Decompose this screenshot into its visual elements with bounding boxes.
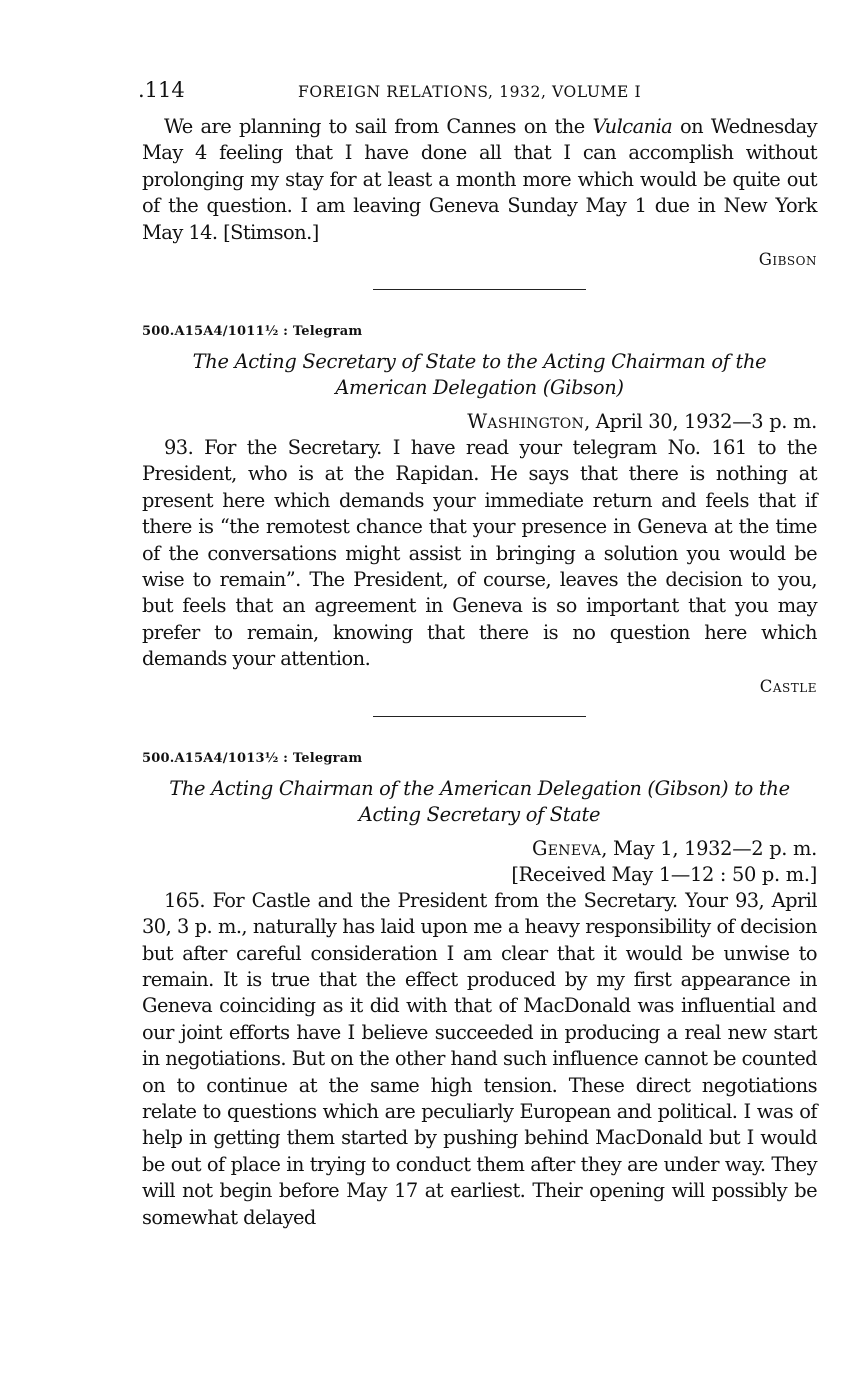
section1-text-a: We are planning to sail from Cannes on the (164, 115, 593, 138)
dateline-date: , April 30, 1932—3 p. m. (584, 410, 817, 434)
document-title: The Acting Secretary of State to the Acting Chairman of the American Delegation (Gibson) (192, 350, 767, 400)
signature-castle: Castle (759, 676, 817, 696)
section-divider (373, 289, 586, 290)
page-number: .114 (138, 78, 185, 102)
ship-name: Vulcania (592, 115, 673, 138)
received-line: [Received May 1—12 : 50 p. m.] (511, 862, 817, 886)
telegram-body: 165. For Castle and the President from the Secretary. Your 93, April 30, 3 p. m., naturally has laid upon me a heavy responsibility of decision but after careful consideration I am clear that it would be unwise to remain. It is true that the effect produced by my first appearance in Geneva coinciding as it did with that of MacDonald was influential and our joint efforts have I believe succeeded in producing a real new start in negotiations. But on the other hand such influence cannot be counted on to continue at the same high tension. These direct negotiations relate to questions which are peculiarly European and political. I was of help in getting them started by pushing behind MacDonald but I would be out of place in trying to conduct them after they are under way. They will not begin before May 17 at earliest. Their opening will possibly be somewhat delayed (142, 888, 817, 1229)
section1-text-b: on Wednesday May 4 feeling that I have done all that I can accomplish without prolonging my stay for at least a month more which would be quite out of the question. I am leaving Geneva Sunday May 1 due in New York May 14. [Stimson.] (142, 115, 817, 244)
document-title: The Acting Chairman of the American Delegation (Gibson) to the Acting Secretary of State (169, 776, 790, 826)
dateline (142, 409, 817, 435)
signature-gibson: Gibson (758, 250, 817, 270)
dateline-date: , May 1, 1932—2 p. m. (601, 836, 817, 860)
section1-paragraph (142, 114, 817, 246)
dateline-place: Washington (467, 410, 585, 434)
dateline (142, 836, 817, 862)
running-head (138, 76, 817, 108)
document-page (138, 76, 817, 1231)
file-reference: 500.A15A4/1011½ : Telegram (142, 324, 363, 340)
file-reference: 500.A15A4/1013½ : Telegram (142, 750, 363, 766)
section-divider (373, 716, 586, 717)
running-head-title: FOREIGN RELATIONS, 1932, VOLUME I (298, 83, 642, 101)
dateline-place: Geneva (531, 836, 602, 860)
telegram-body: 93. For the Secretary. I have read your telegram No. 161 to the President, who is at the Rapidan. He says that there is nothing at present here which demands your immediate return and feels that if there is “the remotest chance that your presence in Geneva at the time of the conversations might assist in bringing a solution you would be wise to remain”. The President, of course, leaves the decision to you, but feels that an agreement in Geneva is so important that you may prefer to remain, knowing that there is no question here which demands your attention. (142, 436, 817, 671)
